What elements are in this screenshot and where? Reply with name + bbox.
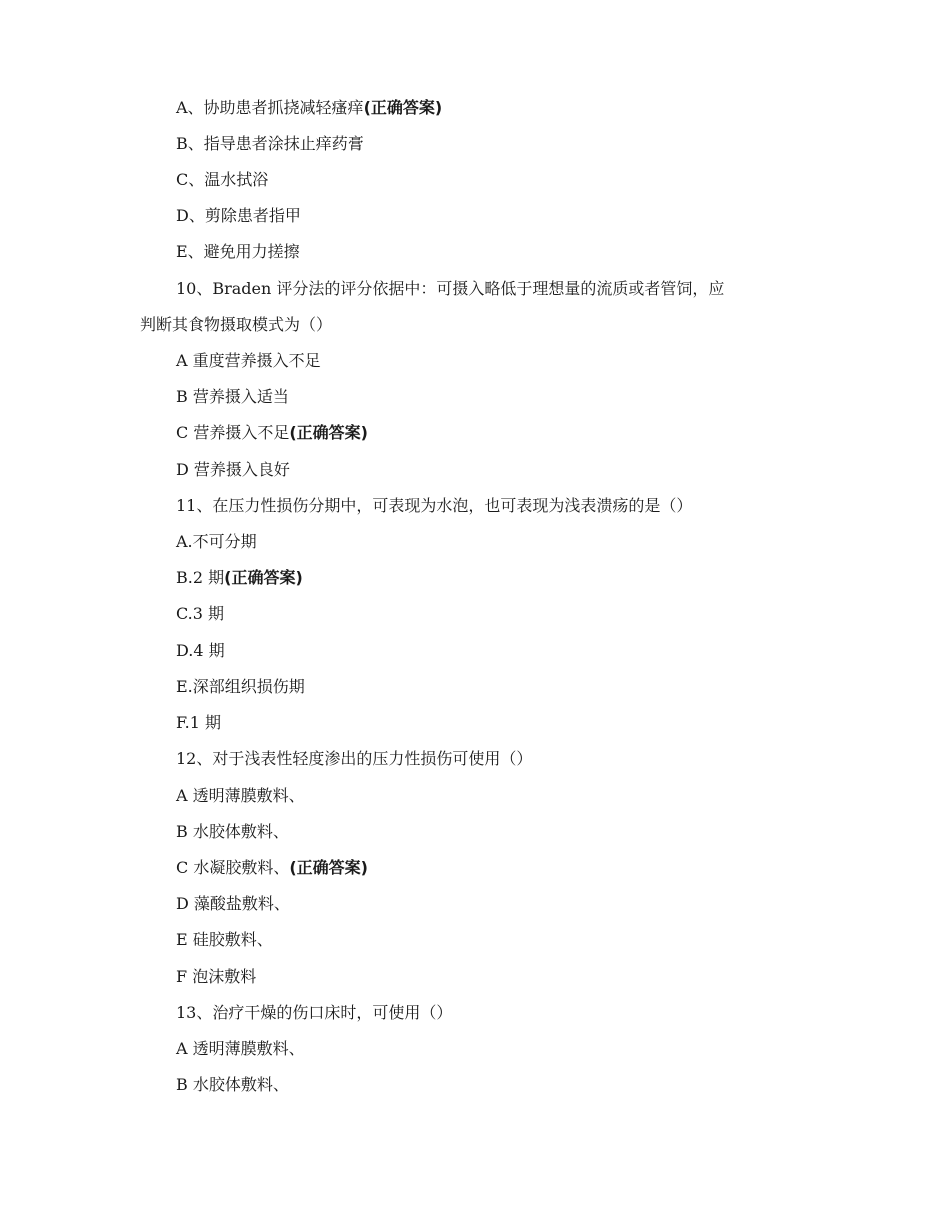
option-line <box>176 567 303 589</box>
correct-answer-mark: (正确答案) <box>363 98 443 117</box>
line-text: D.4 期 <box>176 641 225 660</box>
line-text: A 重度营养摄入不足 <box>176 351 321 370</box>
option-line <box>176 205 301 227</box>
question-line <box>176 495 692 517</box>
line-text: E.深部组织损伤期 <box>176 677 305 696</box>
option-line <box>176 893 290 915</box>
line-text: 13、治疗干燥的伤口床时，可使用（） <box>176 1003 453 1022</box>
option-line <box>176 241 300 263</box>
correct-answer-mark: (正确答案) <box>224 568 303 587</box>
option-line <box>176 676 305 698</box>
line-text: A.不可分期 <box>176 532 257 551</box>
option-line <box>176 133 364 155</box>
line-text: B.2 期 <box>176 568 225 587</box>
option-line <box>176 386 289 408</box>
line-text: 11、在压力性损伤分期中，可表现为水泡，也可表现为浅表溃疡的是（） <box>176 496 693 515</box>
line-text: C.3 期 <box>176 604 225 623</box>
line-text: A、协助患者抓挠减轻瘙痒 <box>176 98 364 117</box>
option-line <box>176 603 224 625</box>
line-text: A 透明薄膜敷料、 <box>176 786 305 805</box>
option-line <box>176 1038 305 1060</box>
line-text: B、指导患者涂抹止痒药膏 <box>176 134 364 153</box>
question-line <box>176 748 532 770</box>
line-text: D、剪除患者指甲 <box>176 206 301 225</box>
question-line <box>176 1002 452 1024</box>
correct-answer-mark: (正确答案) <box>289 423 368 442</box>
line-text: E、避免用力搓擦 <box>176 242 300 261</box>
option-line <box>176 97 442 119</box>
line-text: B 水胶体敷料、 <box>176 822 289 841</box>
line-text: C、温水拭浴 <box>176 170 269 189</box>
line-text: F.1 期 <box>176 713 221 732</box>
line-text: 10、Braden 评分法的评分依据中：可摄入略低于理想量的流质或者管饲，应 <box>176 279 725 298</box>
line-text: E 硅胶敷料、 <box>176 930 273 949</box>
option-line <box>176 821 289 843</box>
question-line-continued <box>140 314 332 336</box>
line-text: 判断其食物摄取模式为（） <box>140 315 333 334</box>
option-line <box>176 785 305 807</box>
line-text: F 泡沫敷料 <box>176 967 257 986</box>
option-line <box>176 422 368 444</box>
option-line <box>176 350 321 372</box>
option-line <box>176 169 268 191</box>
line-text: D 营养摄入良好 <box>176 460 290 479</box>
correct-answer-mark: (正确答案) <box>289 858 368 877</box>
line-text: C 水凝胶敷料、 <box>176 858 290 877</box>
option-line <box>176 640 225 662</box>
line-text: C 营养摄入不足 <box>176 423 290 442</box>
option-line <box>176 1074 289 1096</box>
question-line <box>176 278 724 300</box>
option-line <box>176 857 368 879</box>
option-line <box>176 929 273 951</box>
line-text: 12、对于浅表性轻度渗出的压力性损伤可使用（） <box>176 749 533 768</box>
line-text: B 营养摄入适当 <box>176 387 289 406</box>
option-line <box>176 712 221 734</box>
line-text: D 藻酸盐敷料、 <box>176 894 290 913</box>
line-text: B 水胶体敷料、 <box>176 1075 289 1094</box>
option-line <box>176 966 256 988</box>
line-text: A 透明薄膜敷料、 <box>176 1039 305 1058</box>
option-line <box>176 531 257 553</box>
option-line <box>176 459 290 481</box>
